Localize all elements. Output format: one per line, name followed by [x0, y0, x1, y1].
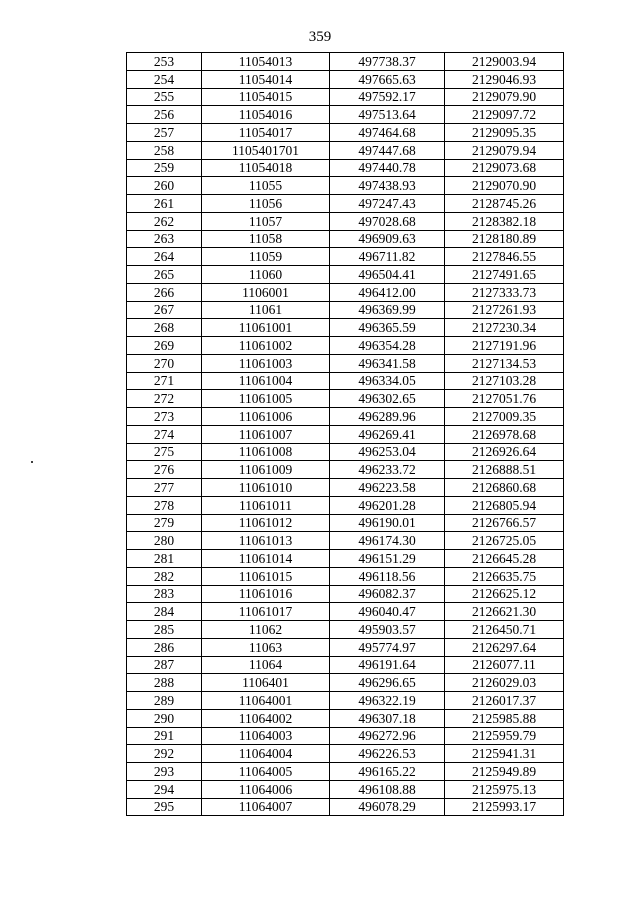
point-id-cell: 11061002 — [202, 337, 330, 355]
y-coordinate-cell: 2125985.88 — [445, 709, 564, 727]
point-id-cell: 11064002 — [202, 709, 330, 727]
y-coordinate-cell: 2127009.35 — [445, 408, 564, 426]
y-coordinate-cell: 2126029.03 — [445, 674, 564, 692]
x-coordinate-cell: 497513.64 — [330, 106, 445, 124]
x-coordinate-cell: 496174.30 — [330, 532, 445, 550]
table-row — [127, 567, 564, 585]
x-coordinate-cell: 496253.04 — [330, 443, 445, 461]
y-coordinate-cell: 2126450.71 — [445, 621, 564, 639]
y-coordinate-cell: 2126766.57 — [445, 514, 564, 532]
x-coordinate-cell: 496191.64 — [330, 656, 445, 674]
table-row — [127, 461, 564, 479]
point-id-cell: 11058 — [202, 230, 330, 248]
point-id-cell: 11064006 — [202, 780, 330, 798]
point-id-cell: 11060 — [202, 266, 330, 284]
y-coordinate-cell: 2125975.13 — [445, 780, 564, 798]
table-row — [127, 212, 564, 230]
x-coordinate-cell: 496354.28 — [330, 337, 445, 355]
table-row — [127, 727, 564, 745]
x-coordinate-cell: 496341.58 — [330, 354, 445, 372]
y-coordinate-cell: 2126621.30 — [445, 603, 564, 621]
table-row — [127, 532, 564, 550]
row-index-cell: 263 — [127, 230, 202, 248]
y-coordinate-cell: 2125949.89 — [445, 763, 564, 781]
row-index-cell: 277 — [127, 479, 202, 497]
point-id-cell: 1106401 — [202, 674, 330, 692]
table-row — [127, 106, 564, 124]
point-id-cell: 11054017 — [202, 124, 330, 142]
row-index-cell: 295 — [127, 798, 202, 816]
table-row — [127, 159, 564, 177]
row-index-cell: 261 — [127, 195, 202, 213]
table-row — [127, 70, 564, 88]
row-index-cell: 262 — [127, 212, 202, 230]
table-row — [127, 496, 564, 514]
row-index-cell: 267 — [127, 301, 202, 319]
row-index-cell: 273 — [127, 408, 202, 426]
y-coordinate-cell: 2129079.90 — [445, 88, 564, 106]
table-row — [127, 195, 564, 213]
table-row — [127, 745, 564, 763]
x-coordinate-cell: 497592.17 — [330, 88, 445, 106]
row-index-cell: 255 — [127, 88, 202, 106]
point-id-cell: 11062 — [202, 621, 330, 639]
row-index-cell: 276 — [127, 461, 202, 479]
point-id-cell: 11061005 — [202, 390, 330, 408]
x-coordinate-cell: 496369.99 — [330, 301, 445, 319]
x-coordinate-cell: 496078.29 — [330, 798, 445, 816]
y-coordinate-cell: 2126888.51 — [445, 461, 564, 479]
table-row — [127, 230, 564, 248]
row-index-cell: 266 — [127, 283, 202, 301]
y-coordinate-cell: 2127261.93 — [445, 301, 564, 319]
x-coordinate-cell: 497464.68 — [330, 124, 445, 142]
point-id-cell: 11054013 — [202, 53, 330, 71]
point-id-cell: 11061 — [202, 301, 330, 319]
row-index-cell: 281 — [127, 550, 202, 568]
table-row — [127, 479, 564, 497]
x-coordinate-cell: 496289.96 — [330, 408, 445, 426]
x-coordinate-cell: 496190.01 — [330, 514, 445, 532]
y-coordinate-cell: 2129079.94 — [445, 141, 564, 159]
point-id-cell: 11061008 — [202, 443, 330, 461]
point-id-cell: 11059 — [202, 248, 330, 266]
row-index-cell: 253 — [127, 53, 202, 71]
x-coordinate-cell: 495774.97 — [330, 638, 445, 656]
y-coordinate-cell: 2127230.34 — [445, 319, 564, 337]
page-number: 359 — [308, 29, 332, 45]
row-index-cell: 269 — [127, 337, 202, 355]
point-id-cell: 11063 — [202, 638, 330, 656]
point-id-cell: 11061013 — [202, 532, 330, 550]
y-coordinate-cell: 2126625.12 — [445, 585, 564, 603]
table-row — [127, 780, 564, 798]
row-index-cell: 285 — [127, 621, 202, 639]
point-id-cell: 11064001 — [202, 692, 330, 710]
x-coordinate-cell: 496296.65 — [330, 674, 445, 692]
table-row — [127, 124, 564, 142]
coordinates-table — [126, 52, 564, 816]
row-index-cell: 289 — [127, 692, 202, 710]
x-coordinate-cell: 496302.65 — [330, 390, 445, 408]
y-coordinate-cell: 2126077.11 — [445, 656, 564, 674]
table-row — [127, 656, 564, 674]
y-coordinate-cell: 2126635.75 — [445, 567, 564, 585]
table-row — [127, 283, 564, 301]
x-coordinate-cell: 496711.82 — [330, 248, 445, 266]
point-id-cell: 11064004 — [202, 745, 330, 763]
point-id-cell: 11061017 — [202, 603, 330, 621]
point-id-cell: 11055 — [202, 177, 330, 195]
x-coordinate-cell: 496365.59 — [330, 319, 445, 337]
point-id-cell: 11061006 — [202, 408, 330, 426]
table-row — [127, 372, 564, 390]
point-id-cell: 11061011 — [202, 496, 330, 514]
row-index-cell: 293 — [127, 763, 202, 781]
y-coordinate-cell: 2129046.93 — [445, 70, 564, 88]
row-index-cell: 259 — [127, 159, 202, 177]
row-index-cell: 282 — [127, 567, 202, 585]
y-coordinate-cell: 2126017.37 — [445, 692, 564, 710]
y-coordinate-cell: 2126926.64 — [445, 443, 564, 461]
point-id-cell: 1105401701 — [202, 141, 330, 159]
y-coordinate-cell: 2127846.55 — [445, 248, 564, 266]
table-row — [127, 514, 564, 532]
point-id-cell: 11061009 — [202, 461, 330, 479]
y-coordinate-cell: 2127491.65 — [445, 266, 564, 284]
table-row — [127, 337, 564, 355]
table-row — [127, 141, 564, 159]
x-coordinate-cell: 496223.58 — [330, 479, 445, 497]
x-coordinate-cell: 496151.29 — [330, 550, 445, 568]
row-index-cell: 257 — [127, 124, 202, 142]
point-id-cell: 11061012 — [202, 514, 330, 532]
point-id-cell: 11054014 — [202, 70, 330, 88]
table-row — [127, 709, 564, 727]
row-index-cell: 292 — [127, 745, 202, 763]
x-coordinate-cell: 496909.63 — [330, 230, 445, 248]
row-index-cell: 291 — [127, 727, 202, 745]
row-index-cell: 279 — [127, 514, 202, 532]
point-id-cell: 11054015 — [202, 88, 330, 106]
y-coordinate-cell: 2127051.76 — [445, 390, 564, 408]
x-coordinate-cell: 496118.56 — [330, 567, 445, 585]
row-index-cell: 290 — [127, 709, 202, 727]
x-coordinate-cell: 496269.41 — [330, 425, 445, 443]
x-coordinate-cell: 496322.19 — [330, 692, 445, 710]
y-coordinate-cell: 2128382.18 — [445, 212, 564, 230]
x-coordinate-cell: 496082.37 — [330, 585, 445, 603]
table-row — [127, 301, 564, 319]
row-index-cell: 287 — [127, 656, 202, 674]
y-coordinate-cell: 2127134.53 — [445, 354, 564, 372]
x-coordinate-cell: 496108.88 — [330, 780, 445, 798]
x-coordinate-cell: 497438.93 — [330, 177, 445, 195]
x-coordinate-cell: 496233.72 — [330, 461, 445, 479]
y-coordinate-cell: 2129095.35 — [445, 124, 564, 142]
y-coordinate-cell: 2125993.17 — [445, 798, 564, 816]
scan-speck — [31, 461, 33, 463]
row-index-cell: 260 — [127, 177, 202, 195]
y-coordinate-cell: 2128180.89 — [445, 230, 564, 248]
y-coordinate-cell: 2127333.73 — [445, 283, 564, 301]
y-coordinate-cell: 2129073.68 — [445, 159, 564, 177]
point-id-cell: 11064005 — [202, 763, 330, 781]
point-id-cell: 11061003 — [202, 354, 330, 372]
point-id-cell: 11061007 — [202, 425, 330, 443]
x-coordinate-cell: 496272.96 — [330, 727, 445, 745]
row-index-cell: 265 — [127, 266, 202, 284]
y-coordinate-cell: 2126725.05 — [445, 532, 564, 550]
x-coordinate-cell: 496334.05 — [330, 372, 445, 390]
x-coordinate-cell: 496412.00 — [330, 283, 445, 301]
x-coordinate-cell: 496165.22 — [330, 763, 445, 781]
y-coordinate-cell: 2126860.68 — [445, 479, 564, 497]
table-row — [127, 266, 564, 284]
x-coordinate-cell: 497028.68 — [330, 212, 445, 230]
x-coordinate-cell: 497247.43 — [330, 195, 445, 213]
x-coordinate-cell: 497447.68 — [330, 141, 445, 159]
row-index-cell: 274 — [127, 425, 202, 443]
point-id-cell: 11061016 — [202, 585, 330, 603]
row-index-cell: 256 — [127, 106, 202, 124]
table-row — [127, 692, 564, 710]
y-coordinate-cell: 2126645.28 — [445, 550, 564, 568]
table-row — [127, 248, 564, 266]
row-index-cell: 278 — [127, 496, 202, 514]
y-coordinate-cell: 2127103.28 — [445, 372, 564, 390]
row-index-cell: 264 — [127, 248, 202, 266]
point-id-cell: 11064007 — [202, 798, 330, 816]
row-index-cell: 258 — [127, 141, 202, 159]
point-id-cell: 11054018 — [202, 159, 330, 177]
x-coordinate-cell: 497665.63 — [330, 70, 445, 88]
x-coordinate-cell: 496226.53 — [330, 745, 445, 763]
row-index-cell: 294 — [127, 780, 202, 798]
y-coordinate-cell: 2127191.96 — [445, 337, 564, 355]
y-coordinate-cell: 2129003.94 — [445, 53, 564, 71]
coordinates-table-body — [127, 53, 564, 816]
point-id-cell: 11061014 — [202, 550, 330, 568]
row-index-cell: 284 — [127, 603, 202, 621]
row-index-cell: 272 — [127, 390, 202, 408]
y-coordinate-cell: 2126978.68 — [445, 425, 564, 443]
row-index-cell: 280 — [127, 532, 202, 550]
y-coordinate-cell: 2126297.64 — [445, 638, 564, 656]
table-row — [127, 585, 564, 603]
table-row — [127, 443, 564, 461]
point-id-cell: 11061001 — [202, 319, 330, 337]
x-coordinate-cell: 496307.18 — [330, 709, 445, 727]
table-row — [127, 53, 564, 71]
table-row — [127, 390, 564, 408]
row-index-cell: 286 — [127, 638, 202, 656]
x-coordinate-cell: 496504.41 — [330, 266, 445, 284]
row-index-cell: 268 — [127, 319, 202, 337]
y-coordinate-cell: 2128745.26 — [445, 195, 564, 213]
row-index-cell: 275 — [127, 443, 202, 461]
y-coordinate-cell: 2129097.72 — [445, 106, 564, 124]
y-coordinate-cell: 2125959.79 — [445, 727, 564, 745]
table-row — [127, 798, 564, 816]
point-id-cell: 11064 — [202, 656, 330, 674]
point-id-cell: 11056 — [202, 195, 330, 213]
x-coordinate-cell: 497738.37 — [330, 53, 445, 71]
row-index-cell: 254 — [127, 70, 202, 88]
y-coordinate-cell: 2129070.90 — [445, 177, 564, 195]
table-row — [127, 177, 564, 195]
point-id-cell: 11054016 — [202, 106, 330, 124]
point-id-cell: 11064003 — [202, 727, 330, 745]
table-row — [127, 408, 564, 426]
table-row — [127, 88, 564, 106]
table-row — [127, 603, 564, 621]
point-id-cell: 11061015 — [202, 567, 330, 585]
y-coordinate-cell: 2126805.94 — [445, 496, 564, 514]
table-row — [127, 763, 564, 781]
y-coordinate-cell: 2125941.31 — [445, 745, 564, 763]
row-index-cell: 283 — [127, 585, 202, 603]
table-row — [127, 621, 564, 639]
table-row — [127, 425, 564, 443]
x-coordinate-cell: 496040.47 — [330, 603, 445, 621]
table-row — [127, 638, 564, 656]
x-coordinate-cell: 497440.78 — [330, 159, 445, 177]
table-row — [127, 319, 564, 337]
point-id-cell: 11061004 — [202, 372, 330, 390]
row-index-cell: 270 — [127, 354, 202, 372]
table-row — [127, 674, 564, 692]
point-id-cell: 11057 — [202, 212, 330, 230]
row-index-cell: 288 — [127, 674, 202, 692]
point-id-cell: 1106001 — [202, 283, 330, 301]
table-row — [127, 354, 564, 372]
point-id-cell: 11061010 — [202, 479, 330, 497]
x-coordinate-cell: 496201.28 — [330, 496, 445, 514]
x-coordinate-cell: 495903.57 — [330, 621, 445, 639]
row-index-cell: 271 — [127, 372, 202, 390]
table-row — [127, 550, 564, 568]
